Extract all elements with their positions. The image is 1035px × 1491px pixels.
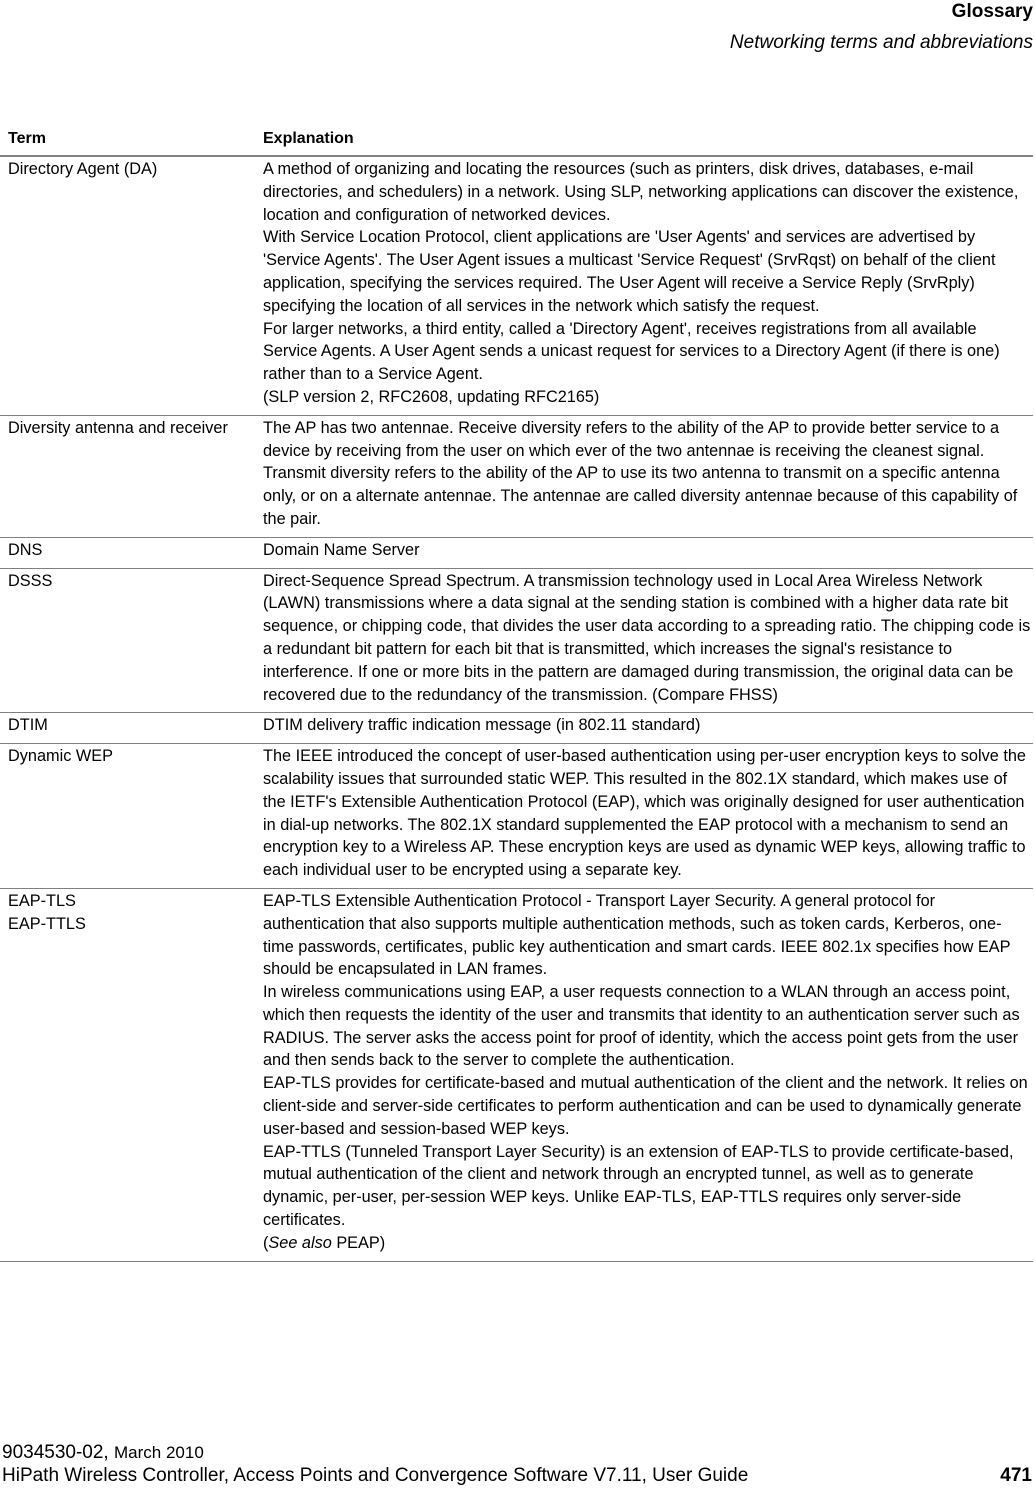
term-cell	[0, 713, 255, 744]
term-text: Diversity antenna and receiver	[8, 418, 228, 437]
explanation-cell	[255, 156, 1033, 415]
header-subtitle: Networking terms and abbreviations	[729, 32, 1033, 53]
explanation-paragraph: EAP-TLS Extensible Authentication Protocol - Transport Layer Security. A general protocol for authentication that also supports multiple authentication methods, such as token cards, Kerberos, one-time passwords, certificates, public key authentication and smart cards. IEEE 802.1x specifies how EAP should be encapsulated in LAN frames.	[263, 891, 1011, 979]
page-number: 471	[1000, 1465, 1032, 1486]
explanation-paragraph: DTIM delivery traffic indication message (in 802.11 standard)	[263, 716, 701, 735]
explanation-paragraph: The AP has two antennae. Receive diversity refers to the ability of the AP to provide better service to a device by receiving from the user on which ever of the two antennae is receiving the cleanest signal. Transmit diversity refers to the ability of the AP to use its two antenna to transmit on a specific antenna only, or on a alternate antennae. The antennae are called diversity antennae because of this capability of the pair.	[263, 418, 1018, 528]
doc-number: 9034530-02,	[2, 1442, 114, 1463]
explanation-paragraph: The IEEE introduced the concept of user-based authentication using per-user encryption keys to solve the scalability issues that surrounded static WEP. This resulted in the 802.1X standard, which makes use of the IETF's Extensible Authentication Protocol (EAP), which was originally designed for user authentication in dial-up networks. The 802.1X standard supplemented the EAP protocol with a mechanism to send an encryption key to a Wireless AP. These encryption keys are used as dynamic WEP keys, allowing traffic to each individual user to be encrypted using a separate key.	[263, 747, 1026, 880]
explanation-paragraph: In wireless communications using EAP, a user requests connection to a WLAN through an access point, which then requests the identity of the user and transmits that identity to an authentication server such as RADIUS. The server asks the access point for proof of identity, which the access point gets from the user and then sends back to the server to complete the authentication.	[263, 983, 1020, 1070]
page-header	[730, 0, 1033, 56]
explanation-paragraph: For larger networks, a third entity, called a 'Directory Agent', receives registrations from all available Service Agents. A User Agent sends a unicast request for services to a Directory Agent (if there is one) rather than to a Service Agent.	[263, 319, 1000, 384]
term-text: DSSS	[8, 571, 53, 590]
table-row	[0, 415, 1033, 537]
term-text: EAP-TTLS	[8, 914, 86, 933]
term-text: Directory Agent (DA)	[8, 160, 158, 178]
header-title: Glossary	[951, 1, 1033, 22]
table-row	[0, 568, 1033, 713]
table-header-row	[0, 124, 1033, 156]
explanation-paragraph: Domain Name Server	[263, 540, 420, 559]
explanation-cell	[255, 744, 1033, 889]
guide-title: HiPath Wireless Controller, Access Points and Convergence Software V7.11, User Guide	[2, 1465, 749, 1486]
table-row	[0, 744, 1033, 889]
explanation-cell	[255, 537, 1033, 568]
column-header-term: Term	[0, 124, 255, 156]
term-text: DNS	[8, 540, 43, 559]
term-cell	[0, 888, 255, 1261]
term-cell	[0, 568, 255, 713]
doc-date: March 2010	[114, 1443, 204, 1462]
column-header-explanation: Explanation	[255, 124, 1033, 156]
table-row	[0, 888, 1033, 1261]
explanation-cell	[255, 713, 1033, 744]
term-cell	[0, 415, 255, 537]
document-number	[2, 1441, 1032, 1464]
term-text: EAP-TLS	[8, 891, 76, 910]
explanation-paragraph: (SLP version 2, RFC2608, updating RFC2165)	[263, 387, 600, 406]
term-text: DTIM	[8, 716, 48, 735]
glossary-table	[0, 124, 1033, 1262]
table-row	[0, 156, 1033, 415]
term-cell	[0, 744, 255, 889]
see-also-label: See also	[268, 1233, 332, 1252]
see-also-link: PEAP)	[331, 1233, 386, 1252]
table-row	[0, 713, 1033, 744]
explanation-paragraph: EAP-TLS provides for certificate-based and mutual authentication of the client and the network. It relies on client-side and server-side certificates to perform authentication and can be used to dynamically generate user-based and session-based WEP keys.	[263, 1074, 1028, 1138]
page-footer	[2, 1441, 1032, 1487]
term-cell	[0, 537, 255, 568]
explanation-paragraph: Direct-Sequence Spread Spectrum. A transmission technology used in Local Area Wireless Network (LAWN) transmissions where a data signal at the sending station is combined with a higher data rate bit sequence, or chipping code, that divides the user data according to a spreading ratio. The chipping code is a redundant bit pattern for each bit that is transmitted, which increases the signal's resistance to interference. If one or more bits in the pattern are damaged during transmission, the original data can be recovered due to the redundancy of the transmission. (Compare FHSS)	[263, 571, 1031, 704]
table-row	[0, 537, 1033, 568]
term-cell	[0, 156, 255, 415]
explanation-cell	[255, 568, 1033, 713]
explanation-cell	[255, 415, 1033, 537]
explanation-paragraph: EAP-TTLS (Tunneled Transport Layer Security) is an extension of EAP-TLS to provide certificate-based, mutual authentication of the client and network through an encrypted tunnel, as well as to generate dynamic, per-user, per-session WEP keys. Unlike EAP-TLS, EAP-TTLS requires only server-side certificates.	[263, 1142, 1014, 1230]
explanation-cell	[255, 888, 1033, 1261]
see-also-reference	[263, 1232, 1031, 1255]
explanation-paragraph: With Service Location Protocol, client applications are 'User Agents' and services are advertised by 'Service Agents'. The User Agent issues a multicast 'Service Request' (SrvRqst) on behalf of the client application, specifying the services required. The User Agent will receive a Service Reply (SrvRply) specifying the location of all services in the network which satisfy the request.	[263, 228, 996, 315]
see-also-open: (	[263, 1233, 269, 1252]
term-text: Dynamic WEP	[8, 747, 113, 766]
explanation-paragraph: A method of organizing and locating the resources (such as printers, disk drives, databases, e-mail directories, and schedulers) in a network. Using SLP, networking applications can discover the existence, location and configuration of networked devices.	[263, 160, 1019, 224]
